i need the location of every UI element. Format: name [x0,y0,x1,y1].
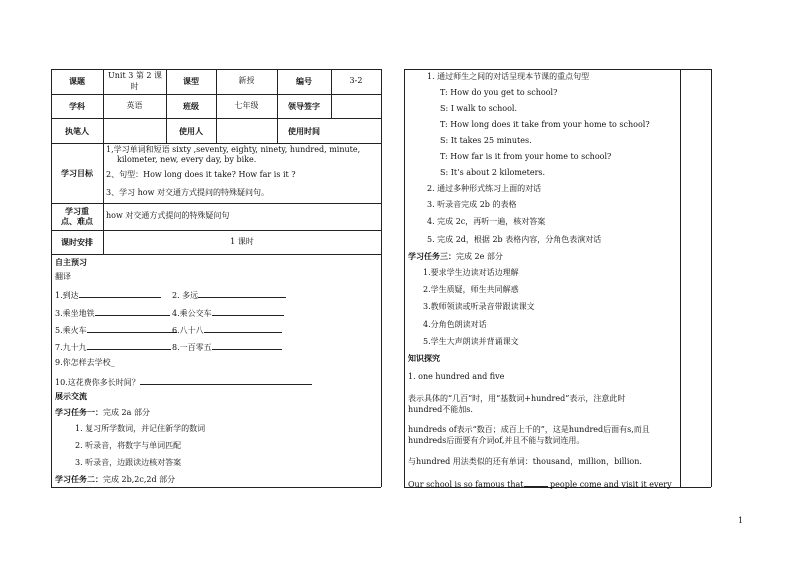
dialog-line-4: S: It takes 25 minutes. [440,136,532,145]
use-time-label: 使用时间 [288,126,320,136]
subject-label: 学科 [69,101,85,111]
preview-item-8: 8.一百零五 [172,341,282,353]
right-step-4: 4. 完成 2c，再听一遍，核对答案 [427,217,546,226]
type-value: 新授 [238,76,255,85]
lesson-value-line1: Unit 3 第 2 课 [108,71,163,80]
goals-label: 学习目标 [61,168,93,178]
explore-p2-line2: hundreds后面要有介词of,并且不能与数词连用。 [408,436,585,445]
user-label: 使用人 [179,126,203,136]
task1-step-2: 2. 听录音，将数字与单词匹配 [75,441,182,450]
exchange-title: 展示交流 [55,391,87,401]
preview-item-1: 1.到达 [55,289,161,301]
explore-p3: 与hundred 用法类似的还有单词：thousand，million，billion. [408,457,642,466]
dialog-line-2: S: I walk to school. [440,104,518,113]
lesson-value-line2: 时 [130,82,139,91]
task3-step-1: 1.要求学生边读对话边理解 [423,268,519,277]
preview-title: 自主预习 [55,257,87,267]
key-points-value: how 对交通方式提问的特殊疑问句 [106,211,230,220]
dialog-line-5: T: How far is it from your home to school? [440,152,612,161]
preview-item-3: 3.乘坐地铁 [55,307,170,319]
task2-heading: 学习任务二：完成 2b,2c,2d 部分 [55,474,176,484]
preview-item-10: 10.这花费你多长时间？ [55,376,312,388]
explore-p1-line1: 表示具体的“几百”时，用“基数词+hundred”表示，注意此时 [408,394,626,403]
task3-step-5: 5.学生大声朗读并背诵课文 [423,337,519,346]
schedule-label: 课时安排 [61,237,93,247]
preview-item-4: 4.乘公交车 [172,307,284,319]
task3-step-2: 2.学生质疑，师生共同解惑 [423,285,519,294]
task1-step-1: 1. 复习所学数词，并记住新学的数词 [75,424,206,433]
dialog-line-3: T: How long does it take from your home to school? [440,120,650,129]
number-value: 3-2 [349,76,363,85]
task3-heading: 学习任务三：完成 2e 部分 [408,251,503,261]
grade-label: 班级 [183,101,199,111]
goals-line3: 2、句型：How long does it take? How far is it ? [106,170,296,179]
explore-p4: Our school is so famous that people come and visit it every [408,480,672,489]
explore-item: 1. one hundred and five [408,372,505,381]
right-step-2: 2. 通过多种形式练习上面的对话 [427,184,542,193]
page-number: 1 [738,516,744,525]
type-label: 课型 [183,76,199,86]
right-step-5: 5. 完成 2d，根据 2b 表格内容，分角色表演对话 [427,235,602,244]
dialog-line-1: T: How do you get to school? [440,88,558,97]
key-points-label-line1: 学习重 [65,206,89,216]
explore-title: 知识探究 [408,353,440,363]
goals-line2: kilometer, new, every day, by bike. [117,155,257,164]
explore-p2-line1: hundreds of表示“数百；成百上千的”，这是hundred后面有s,而且 [408,425,650,434]
preview-item-9: 9.你怎样去学校_ [55,358,115,367]
task1-step-3: 3. 听录音，边跟读边核对答案 [75,458,182,467]
explore-p1-line2: hundred不能加s. [408,405,473,414]
preview-item-6: 6.八十八 [172,324,282,336]
right-step-3: 3. 听录音完成 2b 的表格 [427,200,517,209]
task3-step-3: 3.教师领读或听录音带跟读课文 [423,302,535,311]
schedule-value: 1 课时 [230,237,254,246]
goals-line4: 3、学习 how 对交通方式提问的特殊疑问句。 [106,188,269,197]
task3-step-4: 4.分角色朗读对话 [423,320,487,329]
number-label: 编号 [296,76,312,86]
preview-translate: 翻译 [55,272,71,281]
author-label: 执笔人 [65,126,89,136]
task1-heading: 学习任务一：完成 2a 部分 [55,407,150,417]
leader-sign-label: 领导签字 [288,101,320,111]
key-points-label-line2: 点、难点 [61,216,93,226]
lesson-label: 课题 [69,76,85,86]
dialog-line-6: S: It’s about 2 kilometers. [440,168,546,177]
goals-line1: 1,学习单词和短语 sixty ,seventy, eighty, ninety, hundred, minute, [106,145,361,154]
preview-item-2: 2. 多远 [172,289,286,301]
preview-item-7: 7.九十九 [55,341,171,353]
right-step-1: 1. 通过师生之间的对话呈现本节课的重点句型 [427,72,590,81]
preview-item-5: 5.乘火车 [55,324,177,336]
subject-value: 英语 [126,101,143,110]
grade-value: 七年级 [234,101,259,110]
